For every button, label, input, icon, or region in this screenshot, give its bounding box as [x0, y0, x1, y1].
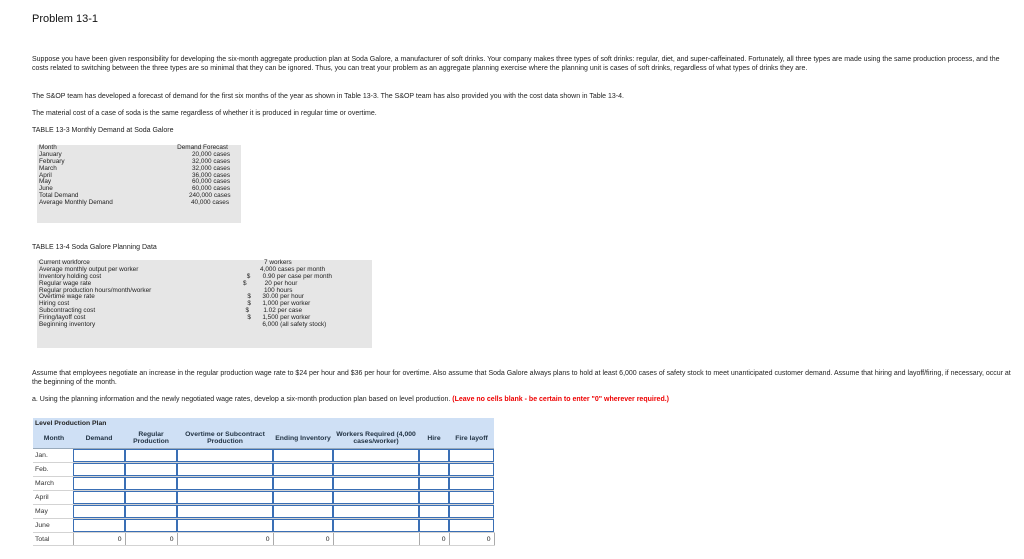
demand-input[interactable] [73, 449, 125, 463]
row-value: 0.90 per case per month [262, 272, 332, 280]
table-row [37, 308, 372, 315]
row-label: Regular production hours/month/worker [39, 286, 152, 294]
dollar-sign: $ [247, 314, 251, 322]
hire-input[interactable] [419, 463, 449, 477]
demand-input[interactable] [73, 519, 125, 533]
row-label: February [39, 157, 65, 165]
total-regular-production: 0 [125, 533, 177, 546]
row-label: Total Demand [39, 192, 79, 200]
table-row [33, 519, 494, 533]
intro-paragraph: Suppose you have been given responsibility for developing the six-month aggregate production plan at Soda Galore, a manufacturer of soft drinks. Your company makes three types of soft drinks: regular, diet, and super-caffeinated. Fortunately, all three types are made using the same production process, and the costs related to switching between the three types are so minimal that they can be ignored. Thus, you can treat your problem as an aggregate planning exercise where the planning unit is cases of soft drinks, regardless of what types of drinks they are. [32, 56, 1000, 72]
row-value: 240,000 cases [189, 192, 231, 200]
month-label: May [33, 505, 73, 519]
row-value: 20 per hour [264, 279, 298, 287]
dollar-sign: $ [247, 300, 251, 308]
table-row [33, 505, 494, 519]
table-row [37, 200, 241, 207]
regular-production-input[interactable] [125, 477, 177, 491]
regular-production-input[interactable] [125, 463, 177, 477]
demand-header: Demand [73, 428, 125, 449]
dollar-sign: $ [245, 307, 250, 315]
demand-input[interactable] [73, 491, 125, 505]
table-row [33, 449, 494, 463]
fire-input[interactable] [449, 505, 494, 519]
overtime-input[interactable] [177, 491, 273, 505]
level-plan-caption: Level Production Plan [33, 418, 494, 428]
row-label: April [39, 171, 52, 179]
demand-forecast-table [37, 145, 241, 223]
hire-input[interactable] [419, 519, 449, 533]
problem-title: Problem 13-1 [32, 13, 99, 25]
row-value: 20,000 cases [192, 150, 231, 158]
fire-input[interactable] [449, 463, 494, 477]
row-value: 40,000 cases [191, 199, 230, 207]
regular-production-input[interactable] [125, 519, 177, 533]
overtime-input[interactable] [177, 477, 273, 491]
overtime-input[interactable] [177, 505, 273, 519]
ending-inventory-input[interactable] [273, 477, 333, 491]
demand-input[interactable] [73, 477, 125, 491]
dollar-sign [247, 322, 259, 329]
regular-production-input[interactable] [125, 449, 177, 463]
workers-required-input[interactable] [333, 505, 419, 519]
row-label: Firing/layoff cost [39, 314, 86, 322]
level-production-plan-table [33, 418, 495, 546]
row-label: Average Monthly Demand [39, 199, 113, 207]
total-row [33, 533, 494, 546]
sop-paragraph: The S&OP team has developed a forecast of demand for the first six months of the year as shown in Table 13-3. The S&OP team has also provided you with the cost data shown in Table 13-4. [32, 93, 624, 100]
dollar-sign [244, 260, 256, 267]
total-fire: 0 [449, 533, 494, 546]
hire-header: Hire [419, 428, 449, 449]
month-label: April [33, 491, 73, 505]
month-label: Feb. [33, 463, 73, 477]
hire-input[interactable] [419, 477, 449, 491]
row-label: Subcontracting cost [39, 307, 96, 315]
dollar-sign: $ [246, 272, 251, 280]
month-label: June [33, 519, 73, 533]
total-workers-blank [333, 533, 419, 546]
row-label: May [39, 178, 52, 186]
table-row [37, 322, 372, 329]
row-value: 1.02 per case [263, 307, 303, 315]
row-value: 6,000 (all safety stock) [262, 321, 327, 329]
row-label: Inventory holding cost [39, 272, 102, 280]
workers-required-input[interactable] [333, 491, 419, 505]
row-value: 100 hours [264, 286, 293, 294]
regular-production-header: Regular Production [125, 428, 177, 449]
row-label: June [39, 185, 53, 193]
workers-required-input[interactable] [333, 477, 419, 491]
ending-inventory-input[interactable] [273, 449, 333, 463]
demand-input[interactable] [73, 505, 125, 519]
forecast-column-header: Demand Forecast [177, 144, 228, 151]
workers-required-input[interactable] [333, 449, 419, 463]
hire-input[interactable] [419, 491, 449, 505]
row-label: Current workforce [39, 259, 90, 266]
month-column-header: Month [39, 144, 57, 151]
regular-production-input[interactable] [125, 491, 177, 505]
row-value: 7 workers [264, 259, 292, 266]
row-value: 4,000 cases per month [260, 265, 326, 273]
row-value: 30.00 per hour [262, 293, 304, 301]
row-label: Regular wage rate [39, 279, 92, 287]
planning-data-table [37, 260, 372, 348]
assumptions-paragraph: Assume that employees negotiate an increase in the regular production wage rate to $24 per hour and $36 per hour for overtime. Also assume that Soda Galore always plans to hold at least 6,000 cases of safety stock to meet unanticipated customer demand. Assume that hiring and layoff/firing, if necessary, occur at the beginning of the month. [32, 370, 1011, 386]
fire-input[interactable] [449, 477, 494, 491]
dollar-sign: $ [242, 279, 247, 287]
row-label: Overtime wage rate [39, 293, 95, 301]
row-value: 32,000 cases [192, 164, 231, 172]
overtime-input[interactable] [177, 463, 273, 477]
workers-required-header: Workers Required (4,000 cases/worker) [333, 428, 419, 449]
overtime-header: Overtime or Subcontract Production [177, 428, 273, 449]
hire-input[interactable] [419, 505, 449, 519]
row-value: 1,500 per worker [262, 314, 311, 322]
row-value: 60,000 cases [192, 178, 231, 186]
row-label: January [39, 150, 62, 158]
row-label: Beginning inventory [39, 321, 96, 329]
overtime-input[interactable] [177, 449, 273, 463]
ending-inventory-header: Ending Inventory [273, 428, 333, 449]
table-row [33, 491, 494, 505]
ending-inventory-input[interactable] [273, 463, 333, 477]
dollar-sign: $ [247, 293, 251, 301]
fire-header: Fire layoff [449, 428, 494, 449]
fire-input[interactable] [449, 449, 494, 463]
month-label: Jan. [33, 449, 73, 463]
ending-inventory-input[interactable] [273, 491, 333, 505]
row-label: Hiring cost [39, 300, 70, 308]
row-value: 36,000 cases [192, 171, 231, 179]
ending-inventory-input[interactable] [273, 505, 333, 519]
material-paragraph: The material cost of a case of soda is the same regardless of whether it is produced in regular time or overtime. [32, 110, 377, 117]
fire-input[interactable] [449, 519, 494, 533]
fire-input[interactable] [449, 491, 494, 505]
workers-required-input[interactable] [333, 519, 419, 533]
total-label: Total [33, 533, 73, 546]
demand-input[interactable] [73, 463, 125, 477]
month-header: Month [33, 428, 73, 449]
month-label: March [33, 477, 73, 491]
table-13-4-caption: TABLE 13-4 Soda Galore Planning Data [32, 244, 157, 251]
total-hire: 0 [419, 533, 449, 546]
row-label: Average monthly output per worker [39, 265, 139, 273]
table-row [33, 463, 494, 477]
question-a [32, 396, 1014, 405]
question-a-text: a. Using the planning information and the newly negotiated wage rates, develop a six-month production plan based on level production. [32, 396, 451, 403]
hire-input[interactable] [419, 449, 449, 463]
total-demand: 0 [73, 533, 125, 546]
workers-required-input[interactable] [333, 463, 419, 477]
table-row [37, 294, 372, 301]
ending-inventory-input[interactable] [273, 519, 333, 533]
row-label: March [39, 164, 57, 172]
table-13-3-caption: TABLE 13-3 Monthly Demand at Soda Galore [32, 127, 174, 134]
total-overtime: 0 [177, 533, 273, 546]
regular-production-input[interactable] [125, 505, 177, 519]
question-a-note: (Leave no cells blank - be certain to enter "0" wherever required.) [452, 396, 669, 403]
overtime-input[interactable] [177, 519, 273, 533]
row-value: 32,000 cases [192, 157, 231, 165]
total-ending-inventory: 0 [273, 533, 333, 546]
row-value: 60,000 cases [192, 185, 231, 193]
table-row [33, 477, 494, 491]
row-value: 1,000 per worker [262, 300, 311, 308]
